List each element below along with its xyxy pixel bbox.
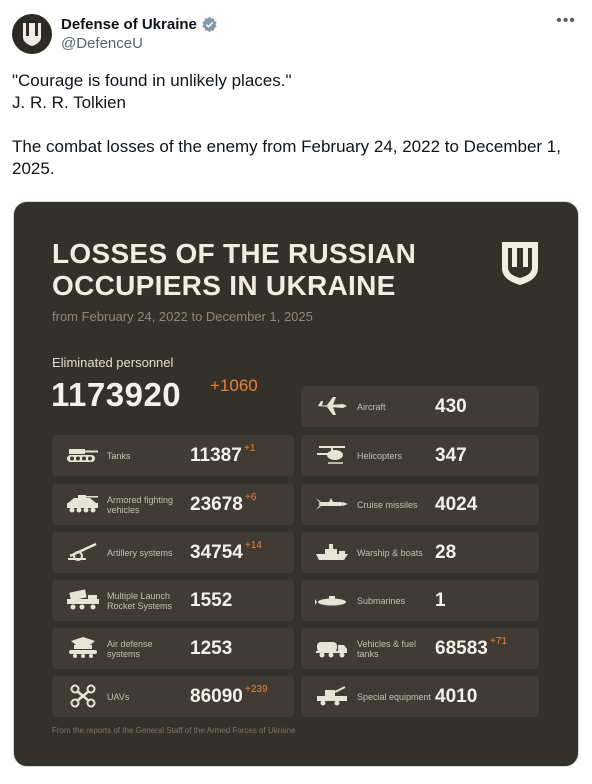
stat-label: Cruise missiles (357, 499, 418, 510)
author-block (61, 16, 218, 52)
special-equipment-icon (315, 684, 349, 708)
handle[interactable]: @DefenceU (61, 35, 143, 52)
stat-value: 4010 (435, 686, 478, 707)
armored-vehicle-icon (66, 492, 100, 516)
personnel-value: 1173920 (51, 376, 182, 413)
stat-value: 86090 (190, 686, 243, 707)
stat-label: Multiple Launch Rocket Systems (107, 590, 173, 611)
tweet-header (12, 10, 580, 60)
trident-icon (21, 21, 43, 47)
helicopter-icon (315, 443, 349, 467)
stat-delta: +6 (245, 492, 257, 503)
trident-emblem-icon (500, 240, 540, 286)
stat-tile (301, 532, 539, 573)
stat-delta: +239 (245, 684, 268, 695)
stat-tile (52, 580, 294, 621)
tweet-text-line: "Courage is found in unlikely places." (12, 71, 292, 90)
infographic-title: LOSSES OF THE RUSSIAN OCCUPIERS IN UKRAINE (52, 238, 417, 301)
stat-tile (52, 628, 294, 669)
stat-delta: +1 (244, 443, 256, 454)
tweet-text (12, 70, 582, 180)
infographic-image[interactable] (13, 201, 579, 767)
stat-tile (52, 484, 294, 525)
stat-label: Air defense systems (107, 638, 153, 659)
stat-value: 1253 (190, 638, 233, 659)
stat-value: 28 (435, 542, 457, 563)
verified-badge-icon (201, 16, 218, 33)
stat-value: 34754 (190, 542, 243, 563)
infographic-subtitle: from February 24, 2022 to December 1, 2025 (52, 309, 313, 324)
stat-label: Vehicles & fuel tanks (357, 638, 417, 659)
aircraft-icon (315, 394, 349, 418)
stat-value: 1 (435, 590, 446, 611)
fuel-truck-icon (315, 636, 349, 660)
source-note: From the reports of the General Staff of the Armed Forces of Ukraine (52, 726, 296, 735)
stat-tile (52, 676, 294, 717)
stat-value: 23678 (190, 494, 243, 515)
stat-value: 4024 (435, 494, 478, 515)
avatar[interactable] (12, 14, 52, 54)
stat-value: 430 (435, 396, 467, 417)
stat-label: UAVs (107, 691, 130, 702)
stat-value: 1552 (190, 590, 233, 611)
personnel-label: Eliminated personnel (52, 355, 174, 370)
cruise-missile-icon (315, 492, 349, 516)
stat-label: Tanks (107, 450, 131, 461)
stat-tile (52, 435, 294, 476)
stat-tile (301, 580, 539, 621)
stat-tile (301, 628, 539, 669)
stat-tile (301, 676, 539, 717)
stat-tile (301, 435, 539, 476)
stat-delta: +14 (245, 540, 262, 551)
artillery-icon (66, 540, 100, 564)
stat-label: Submarines (357, 595, 406, 606)
stat-label: Artillery systems (107, 547, 173, 558)
air-defense-icon (66, 636, 100, 660)
warship-icon (315, 540, 349, 564)
personnel-delta: +1060 (210, 376, 258, 395)
stat-label: Warship & boats (357, 547, 423, 558)
tweet-text-line: The combat losses of the enemy from February 24, 2022 to December 1, 2025. (12, 137, 561, 178)
stat-value: 11387 (190, 445, 242, 466)
stat-label: Aircraft (357, 401, 386, 412)
stat-tile (52, 532, 294, 573)
rocket-launcher-icon (66, 588, 100, 612)
stat-label: Helicopters (357, 450, 403, 461)
stat-label: Special equipment (357, 691, 432, 702)
stat-label: Armored fighting vehicles (107, 494, 174, 515)
stat-value: 68583 (435, 638, 488, 659)
stat-tile (301, 484, 539, 525)
stat-delta: +71 (490, 636, 507, 647)
drone-icon (66, 684, 100, 708)
submarine-icon (315, 588, 349, 612)
ellipsis-icon[interactable]: ••• (556, 12, 576, 29)
display-name[interactable]: Defense of Ukraine (61, 16, 197, 33)
tank-icon (66, 443, 100, 467)
tweet-text-line: J. R. R. Tolkien (12, 93, 127, 112)
stat-value: 347 (435, 445, 467, 466)
stat-tile (301, 386, 539, 427)
